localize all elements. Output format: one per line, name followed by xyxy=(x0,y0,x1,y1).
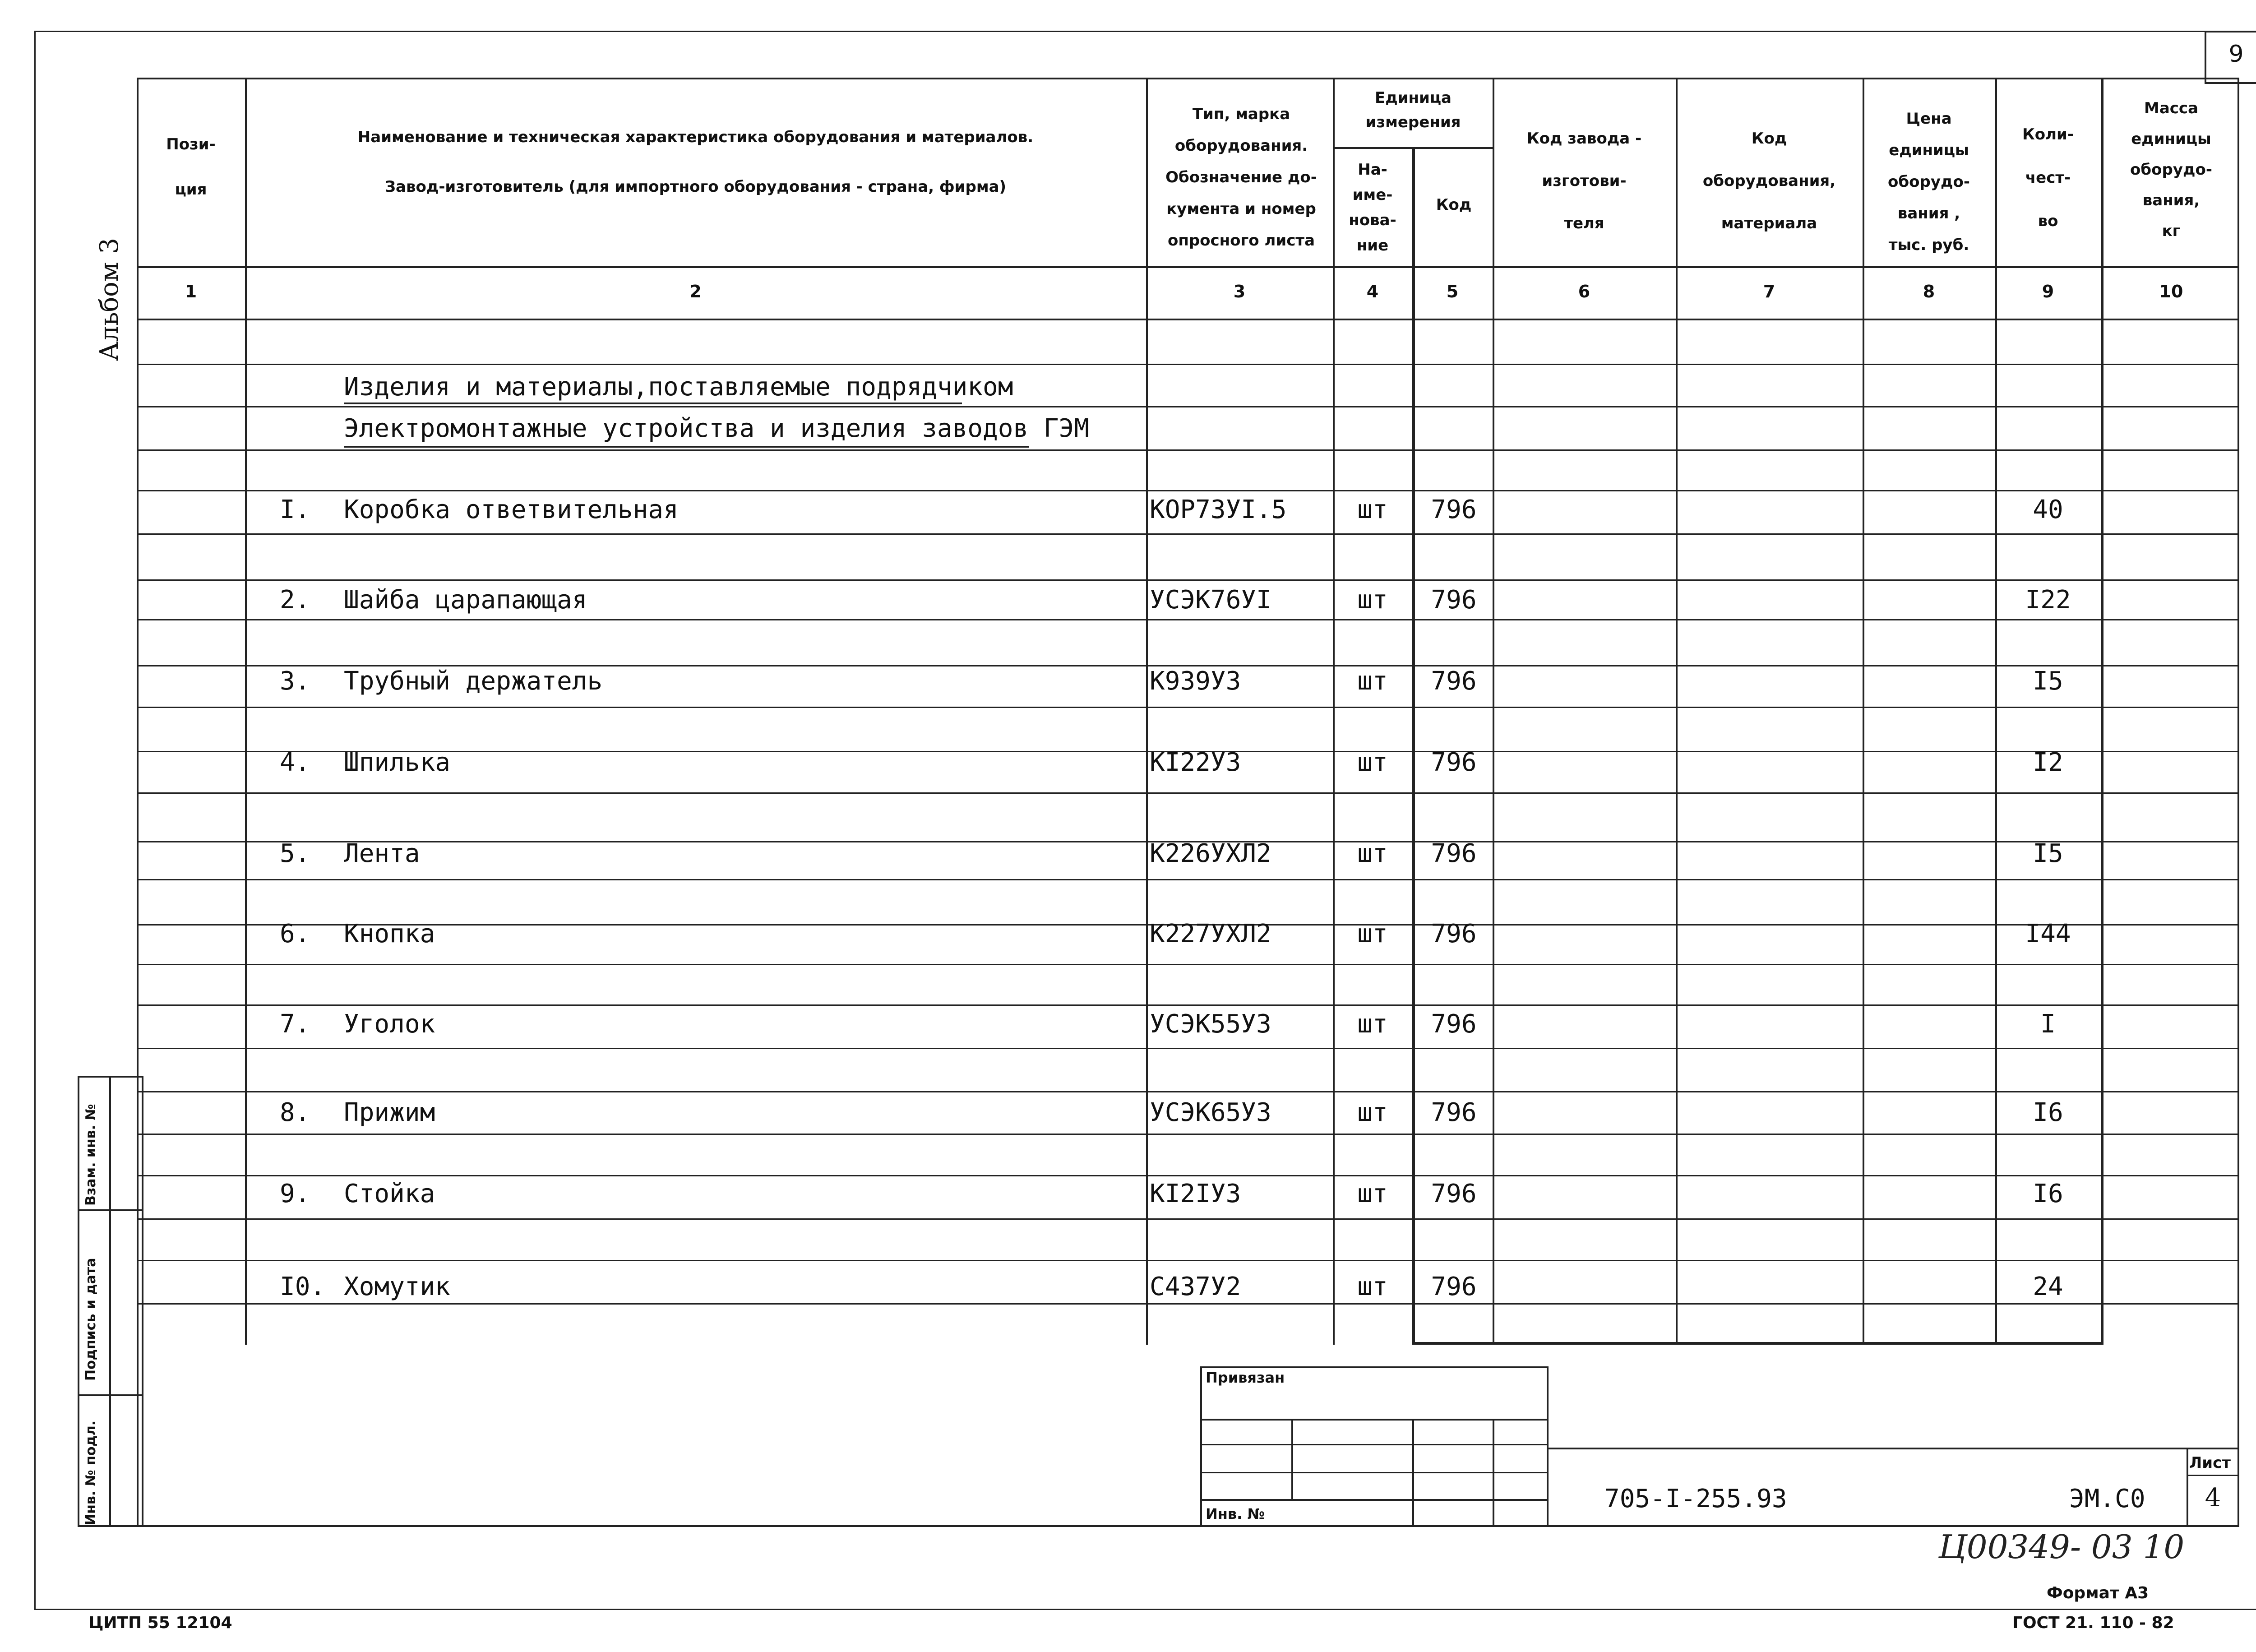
header-unit-code: Код xyxy=(1436,196,1472,214)
item-qty: I22 xyxy=(2025,585,2071,615)
item-name: Кнопка xyxy=(344,919,435,949)
colnum-7: 7 xyxy=(1763,282,1775,301)
row-line xyxy=(137,707,2239,708)
item-type: К939У3 xyxy=(1150,666,1241,696)
item-type: УСЭК55У3 xyxy=(1150,1009,1271,1039)
privyazan-vline-3 xyxy=(1493,1419,1494,1527)
row-line xyxy=(137,1260,2239,1261)
corner-number: 9 xyxy=(2228,41,2244,68)
item-name: Шайба царапающая xyxy=(344,585,587,615)
colnum-5: 5 xyxy=(1446,282,1459,301)
item-pos: 4. xyxy=(280,748,310,777)
privyazan-line-3 xyxy=(1200,1472,1549,1473)
colnum-1: 1 xyxy=(185,282,197,301)
section-title-2: Электромонтажные устройства и изделия заводов ГЭМ xyxy=(344,414,1090,443)
handwritten-note: Ц00349- 03 10 xyxy=(1938,1528,2185,1566)
header-factory-code: Код завода - изготови- теля xyxy=(1526,130,1642,232)
item-code: 796 xyxy=(1431,839,1477,868)
row-line xyxy=(137,792,2239,794)
album-label: Альбом 3 xyxy=(95,238,124,361)
item-unit: шт xyxy=(1357,1179,1388,1208)
item-pos: 5. xyxy=(280,839,310,868)
header-unit-name: На- име- нова- ние xyxy=(1349,161,1396,255)
header-bottom-line xyxy=(137,266,2239,268)
item-unit: шт xyxy=(1357,748,1388,777)
header-name-line1: Наименование и техническая характеристика оборудования и материалов. xyxy=(357,128,1034,146)
item-pos: 2. xyxy=(280,585,310,615)
row-line xyxy=(137,490,2239,491)
list-box-mid xyxy=(2187,1475,2239,1476)
side-stamp-inv-podl: Инв. № подл. xyxy=(83,1420,99,1525)
header-type: Тип, марка оборудования. Обозначение до- кумента и номер опросного листа xyxy=(1165,105,1317,250)
privyazan-vline-1 xyxy=(1291,1419,1293,1499)
item-code: 796 xyxy=(1431,585,1477,615)
item-type: С437У2 xyxy=(1150,1272,1241,1301)
footer-left: ЦИТП 55 12104 xyxy=(88,1614,232,1632)
row-line xyxy=(137,406,2239,407)
item-type: УСЭК65У3 xyxy=(1150,1098,1271,1127)
item-code: 796 xyxy=(1431,666,1477,696)
row-line xyxy=(137,1134,2239,1135)
item-qty: I5 xyxy=(2033,666,2063,696)
privyazan-label: Привязан xyxy=(1206,1369,1285,1386)
item-qty: I6 xyxy=(2033,1179,2063,1208)
colnum-4: 4 xyxy=(1366,282,1379,301)
document-mark: ЭМ.С0 xyxy=(2069,1484,2145,1513)
side-stamp-line-1 xyxy=(78,1209,143,1211)
item-name: Стойка xyxy=(344,1179,435,1208)
item-unit: шт xyxy=(1357,666,1388,696)
item-qty: I44 xyxy=(2025,919,2071,949)
row-line xyxy=(137,1175,2239,1176)
col-line-6 xyxy=(1676,78,1678,1345)
item-qty: 40 xyxy=(2033,495,2063,524)
side-stamp-line-2 xyxy=(78,1394,143,1396)
section-title-1-underline xyxy=(344,403,962,404)
item-type: КI2IУ3 xyxy=(1150,1179,1241,1208)
row-line xyxy=(137,449,2239,451)
item-unit: шт xyxy=(1357,1098,1388,1127)
item-type: К227УХЛ2 xyxy=(1150,919,1271,949)
header-equipment-code: Код оборудования, материала xyxy=(1702,130,1836,232)
col-line-2 xyxy=(1146,78,1148,1345)
colnum-8: 8 xyxy=(1923,282,1935,301)
colnum-6: 6 xyxy=(1578,282,1590,301)
item-pos: 6. xyxy=(280,919,310,949)
item-pos: I0. xyxy=(280,1272,326,1301)
col-line-1 xyxy=(245,78,247,1345)
header-price: Цена единицы оборудо- вания , тыс. руб. xyxy=(1888,110,1970,254)
header-mass: Масса единицы оборудо- вания, кг xyxy=(2130,99,2212,240)
row-line xyxy=(137,1091,2239,1092)
col-line-7 xyxy=(1863,78,1864,1345)
title-block-top-line xyxy=(1549,1448,2239,1449)
row-line xyxy=(137,533,2239,535)
item-code: 796 xyxy=(1431,919,1477,949)
item-unit: шт xyxy=(1357,1272,1388,1301)
item-unit: шт xyxy=(1357,1009,1388,1039)
inv-no-label: Инв. № xyxy=(1206,1505,1265,1522)
row-line xyxy=(137,879,2239,880)
row-line xyxy=(137,964,2239,965)
col-line-4 xyxy=(1412,147,1415,1345)
col-line-8 xyxy=(1995,78,1997,1345)
side-stamp-podpis: Подпись и дата xyxy=(83,1258,99,1381)
item-pos: 9. xyxy=(280,1179,310,1208)
privyazan-line-2 xyxy=(1200,1444,1549,1445)
row-line xyxy=(137,364,2239,365)
row-line xyxy=(137,619,2239,620)
colnum-10: 10 xyxy=(2159,282,2183,301)
header-name-line2: Завод-изготовитель (для импортного оборудования - страна, фирма) xyxy=(384,178,1007,196)
item-qty: I6 xyxy=(2033,1098,2063,1127)
item-type: КОР73УI.5 xyxy=(1150,495,1287,524)
item-name: Трубный держатель xyxy=(344,666,603,696)
header-quantity: Коли- чест- во xyxy=(2022,125,2074,230)
item-pos: 8. xyxy=(280,1098,310,1127)
privyazan-line-1 xyxy=(1200,1419,1549,1421)
item-type: К226УХЛ2 xyxy=(1150,839,1271,868)
col-line-3 xyxy=(1333,78,1335,1345)
header-position: Пози- ция xyxy=(166,135,216,199)
item-code: 796 xyxy=(1431,748,1477,777)
privyazan-box xyxy=(1200,1366,1549,1527)
list-label: Лист xyxy=(2189,1454,2231,1472)
item-unit: шт xyxy=(1357,839,1388,868)
item-pos: I. xyxy=(280,495,310,524)
section-title-2-underline xyxy=(344,446,1029,448)
item-name: Хомутик xyxy=(344,1272,451,1301)
item-code: 796 xyxy=(1431,1009,1477,1039)
item-name: Прижим xyxy=(344,1098,435,1127)
item-name: Коробка ответвительная xyxy=(344,495,679,524)
col-line-5 xyxy=(1493,78,1494,1345)
item-pos: 3. xyxy=(280,666,310,696)
item-name: Лента xyxy=(344,839,420,868)
item-unit: шт xyxy=(1357,585,1388,615)
row-line xyxy=(137,1303,2239,1305)
item-type: КI22У3 xyxy=(1150,748,1241,777)
format-label: Формат А3 xyxy=(2047,1584,2149,1602)
item-name: Шпилька xyxy=(344,748,451,777)
bold-block-bottom xyxy=(1412,1342,2103,1345)
item-qty: I xyxy=(2040,1009,2056,1039)
document-code: 705-I-255.93 xyxy=(1604,1484,1787,1513)
row-line xyxy=(137,1004,2239,1006)
footer-right: ГОСТ 21. 110 - 82 xyxy=(2012,1614,2174,1632)
side-stamp-divider xyxy=(109,1076,111,1527)
row-line xyxy=(137,579,2239,581)
item-type: УСЭК76УI xyxy=(1150,585,1271,615)
colnum-bottom-line xyxy=(137,319,2239,320)
colnum-3: 3 xyxy=(1233,282,1246,301)
privyazan-line-4 xyxy=(1200,1499,1549,1501)
item-qty: I2 xyxy=(2033,748,2063,777)
privyazan-vline-2 xyxy=(1412,1419,1414,1527)
row-line xyxy=(137,1218,2239,1220)
side-stamp-vzam: Взам. инв. № xyxy=(83,1104,99,1206)
item-pos: 7. xyxy=(280,1009,310,1039)
colnum-2: 2 xyxy=(689,282,702,301)
item-qty: 24 xyxy=(2033,1272,2063,1301)
item-code: 796 xyxy=(1431,1179,1477,1208)
item-code: 796 xyxy=(1431,1098,1477,1127)
col-line-9 xyxy=(2101,78,2103,1345)
item-unit: шт xyxy=(1357,919,1388,949)
item-name: Уголок xyxy=(344,1009,435,1039)
item-code: 796 xyxy=(1431,1272,1477,1301)
colnum-9: 9 xyxy=(2042,282,2054,301)
row-line xyxy=(137,1048,2239,1049)
section-title-1: Изделия и материалы,поставляемые подрядчиком xyxy=(344,372,1013,402)
list-number: 4 xyxy=(2205,1483,2221,1513)
item-code: 796 xyxy=(1431,495,1477,524)
item-qty: I5 xyxy=(2033,839,2063,868)
item-unit: шт xyxy=(1357,495,1388,524)
header-unit-group: Единица измерения xyxy=(1365,89,1461,131)
